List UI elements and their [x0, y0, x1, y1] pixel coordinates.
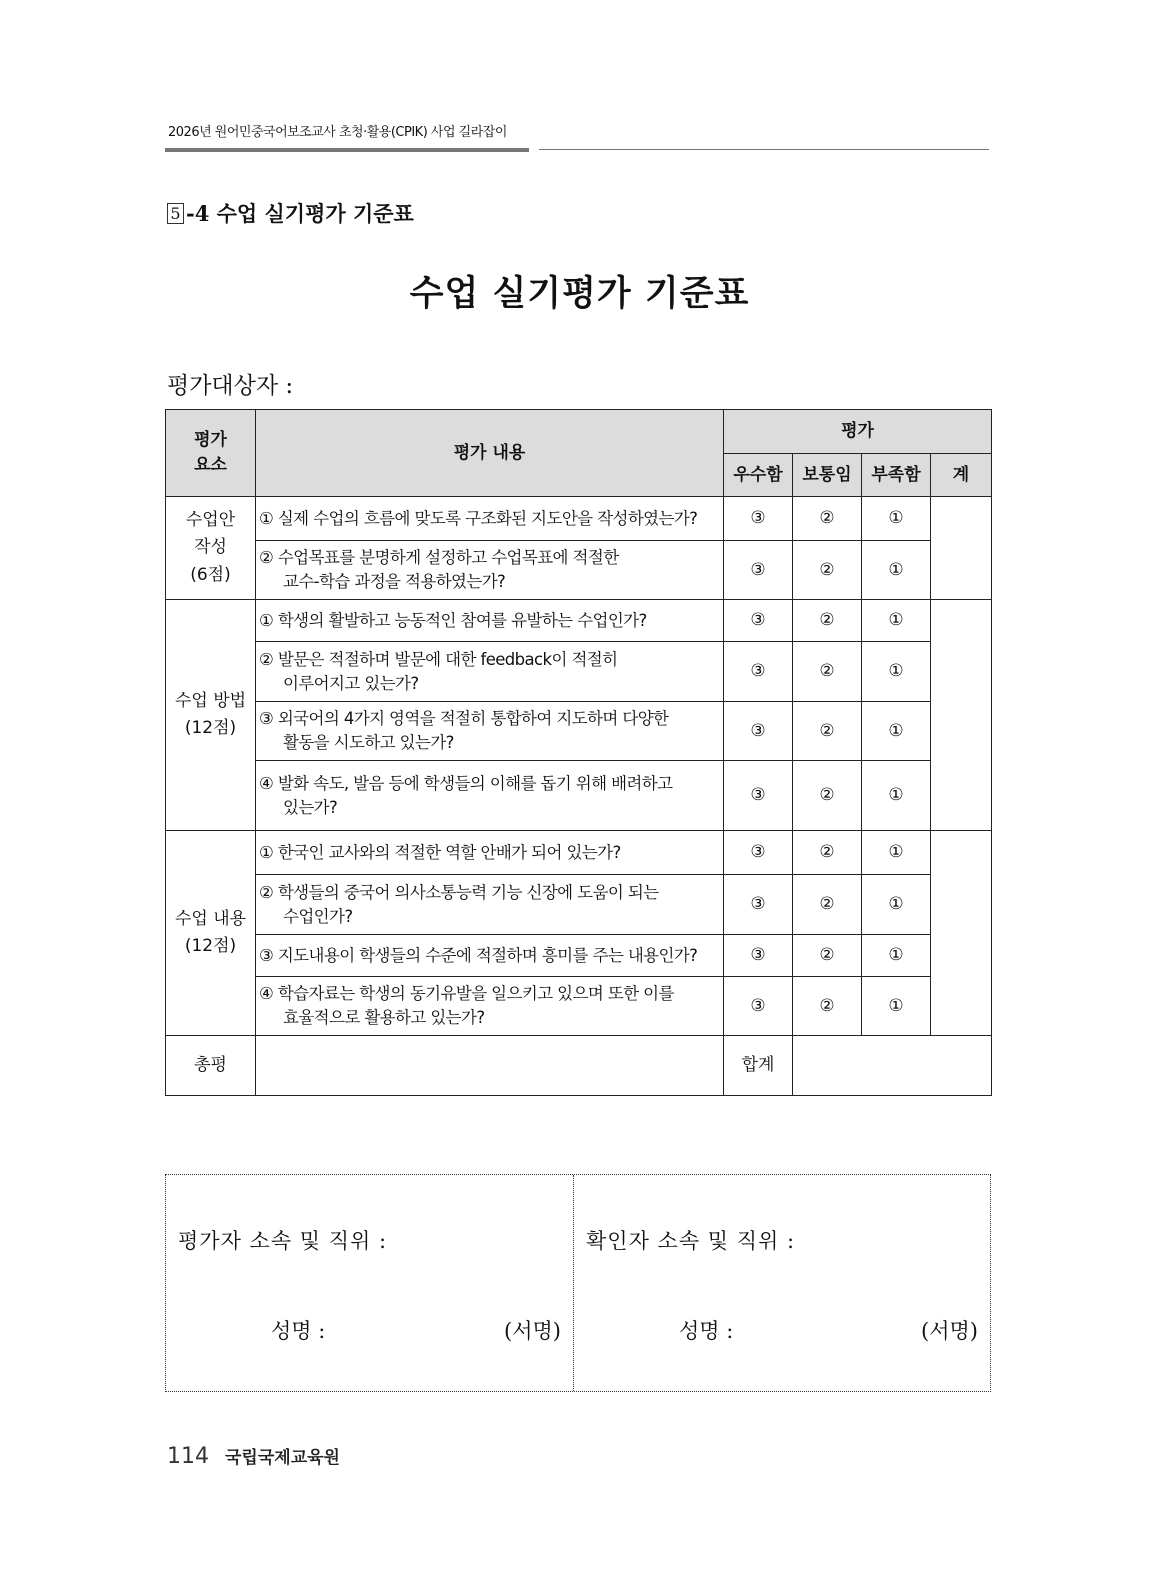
criterion-line-cont: 교수-학습 과정을 적용하였는가? [283, 572, 506, 591]
criterion-text [256, 875, 724, 935]
evaluator-label: 평가자 소속 및 직위 : [178, 1229, 388, 1253]
criterion-line: ① 한국인 교사와의 적절한 역할 안배가 되어 있는가? [259, 842, 621, 862]
score-option[interactable]: ① [862, 977, 931, 1036]
header-excellent: 우수함 [724, 454, 793, 497]
header-total: 계 [931, 454, 992, 497]
score-option[interactable]: ③ [724, 600, 793, 642]
score-option[interactable]: ③ [724, 702, 793, 761]
footer [167, 1443, 340, 1469]
score-option[interactable]: ③ [724, 642, 793, 702]
score-option[interactable]: ② [793, 831, 862, 875]
header-average: 보통임 [793, 454, 862, 497]
score-option[interactable]: ① [862, 642, 931, 702]
score-option[interactable]: ① [862, 497, 931, 541]
score-option[interactable]: ② [793, 977, 862, 1036]
score-option[interactable]: ① [862, 702, 931, 761]
score-option[interactable]: ① [862, 600, 931, 642]
group-label: 수업안 작성 (6점) [166, 497, 256, 600]
criterion-line: ② 수업목표를 분명하게 설정하고 수업목표에 적절한 [259, 548, 619, 568]
criterion-line-cont: 효율적으로 활용하고 있는가? [283, 1008, 485, 1027]
criterion-line: ④ 발화 속도, 발음 등에 학생들의 이해를 돕기 위해 배려하고 [259, 773, 673, 793]
score-option[interactable]: ③ [724, 761, 793, 831]
table-row [166, 541, 992, 600]
header-content: 평가 내용 [256, 410, 724, 497]
criterion-line-cont: 이루어지고 있는가? [283, 673, 419, 693]
group-total-cell[interactable] [931, 831, 992, 1036]
criterion-line: ① 실제 수업의 흐름에 맞도록 구조화된 지도안을 작성하였는가? [259, 508, 698, 528]
sum-value-cell[interactable] [793, 1036, 992, 1096]
criterion-text [256, 831, 724, 875]
table-row [166, 761, 992, 831]
header-rule-thin [539, 149, 989, 150]
page-number: 114 [167, 1444, 209, 1469]
summary-row [166, 1036, 992, 1096]
score-option[interactable]: ② [793, 935, 862, 977]
criterion-text [256, 642, 724, 702]
score-option[interactable]: ② [793, 541, 862, 600]
table-row [166, 497, 992, 541]
sum-label: 합계 [724, 1036, 793, 1096]
confirmer-name-label: 성명 : [679, 1319, 734, 1343]
score-option[interactable]: ② [793, 761, 862, 831]
table-row [166, 935, 992, 977]
footer-organization: 국립국제교육원 [225, 1448, 340, 1468]
table-row [166, 642, 992, 702]
criterion-line: ① 학생의 활발하고 능동적인 참여를 유발하는 수업인가? [259, 610, 647, 630]
group-total-cell[interactable] [931, 600, 992, 831]
table-row [166, 977, 992, 1036]
criterion-line-cont: 수업인가? [283, 906, 353, 926]
running-header: 2026년 원어민중국어보조교사 초청·활용(CPIK) 사업 길라잡이 [168, 125, 507, 140]
criterion-line: ④ 학습자료는 학생의 동기유발을 일으키고 있으며 또한 이를 [259, 984, 674, 1004]
header-element: 평가 요소 [166, 410, 256, 497]
group-label: 수업 내용 (12점) [166, 831, 256, 1036]
criterion-text [256, 600, 724, 642]
evaluator-sign-label: (서명) [504, 1319, 561, 1343]
criterion-line: ③ 지도내용이 학생들의 수준에 적절하며 흥미를 주는 내용인가? [259, 945, 698, 965]
section-title [167, 198, 414, 228]
criterion-text [256, 935, 724, 977]
score-option[interactable]: ③ [724, 497, 793, 541]
score-option[interactable]: ② [793, 600, 862, 642]
evaluation-target-label: 평가대상자 : [167, 373, 294, 399]
header-rule [165, 148, 529, 152]
score-option[interactable]: ③ [724, 541, 793, 600]
evaluation-table [165, 409, 992, 1096]
section-title-text: -4 수업 실기평가 기준표 [186, 201, 414, 226]
table-row [166, 875, 992, 935]
header-eval: 평가 [724, 410, 992, 454]
score-option[interactable]: ③ [724, 977, 793, 1036]
score-option[interactable]: ① [862, 761, 931, 831]
criterion-line: ② 발문은 적절하며 발문에 대한 feedback이 적절히 [259, 649, 618, 669]
header-poor: 부족함 [862, 454, 931, 497]
group-label: 수업 방법 (12점) [166, 600, 256, 831]
summary-comment-cell[interactable] [256, 1036, 724, 1096]
confirmer-label: 확인자 소속 및 직위 : [586, 1229, 796, 1253]
criterion-line: ② 학생들의 중국어 의사소통능력 기능 신장에 도움이 되는 [259, 882, 659, 902]
criterion-text [256, 702, 724, 761]
score-option[interactable]: ② [793, 875, 862, 935]
signature-box [165, 1174, 991, 1392]
evaluator-name-label: 성명 : [271, 1319, 326, 1343]
criterion-text [256, 541, 724, 600]
confirmer-sign-label: (서명) [921, 1319, 978, 1343]
score-option[interactable]: ① [862, 875, 931, 935]
score-option[interactable]: ② [793, 642, 862, 702]
score-option[interactable]: ③ [724, 935, 793, 977]
group-total-cell[interactable] [931, 497, 992, 600]
criterion-text [256, 761, 724, 831]
score-option[interactable]: ③ [724, 875, 793, 935]
document-title: 수업 실기평가 기준표 [409, 274, 750, 314]
table-row [166, 600, 992, 642]
criterion-text [256, 497, 724, 541]
criterion-line: ③ 외국어의 4가지 영역을 적절히 통합하여 지도하며 다양한 [259, 709, 669, 729]
criterion-line-cont: 있는가? [283, 797, 338, 817]
score-option[interactable]: ② [793, 702, 862, 761]
criterion-text [256, 977, 724, 1036]
table-row [166, 702, 992, 761]
score-option[interactable]: ② [793, 497, 862, 541]
score-option[interactable]: ③ [724, 831, 793, 875]
score-option[interactable]: ① [862, 831, 931, 875]
criterion-line-cont: 활동을 시도하고 있는가? [283, 733, 454, 752]
score-option[interactable]: ① [862, 935, 931, 977]
score-option[interactable]: ① [862, 541, 931, 600]
summary-label: 총평 [166, 1036, 256, 1096]
section-number-box: 5 [167, 203, 184, 224]
table-row [166, 831, 992, 875]
